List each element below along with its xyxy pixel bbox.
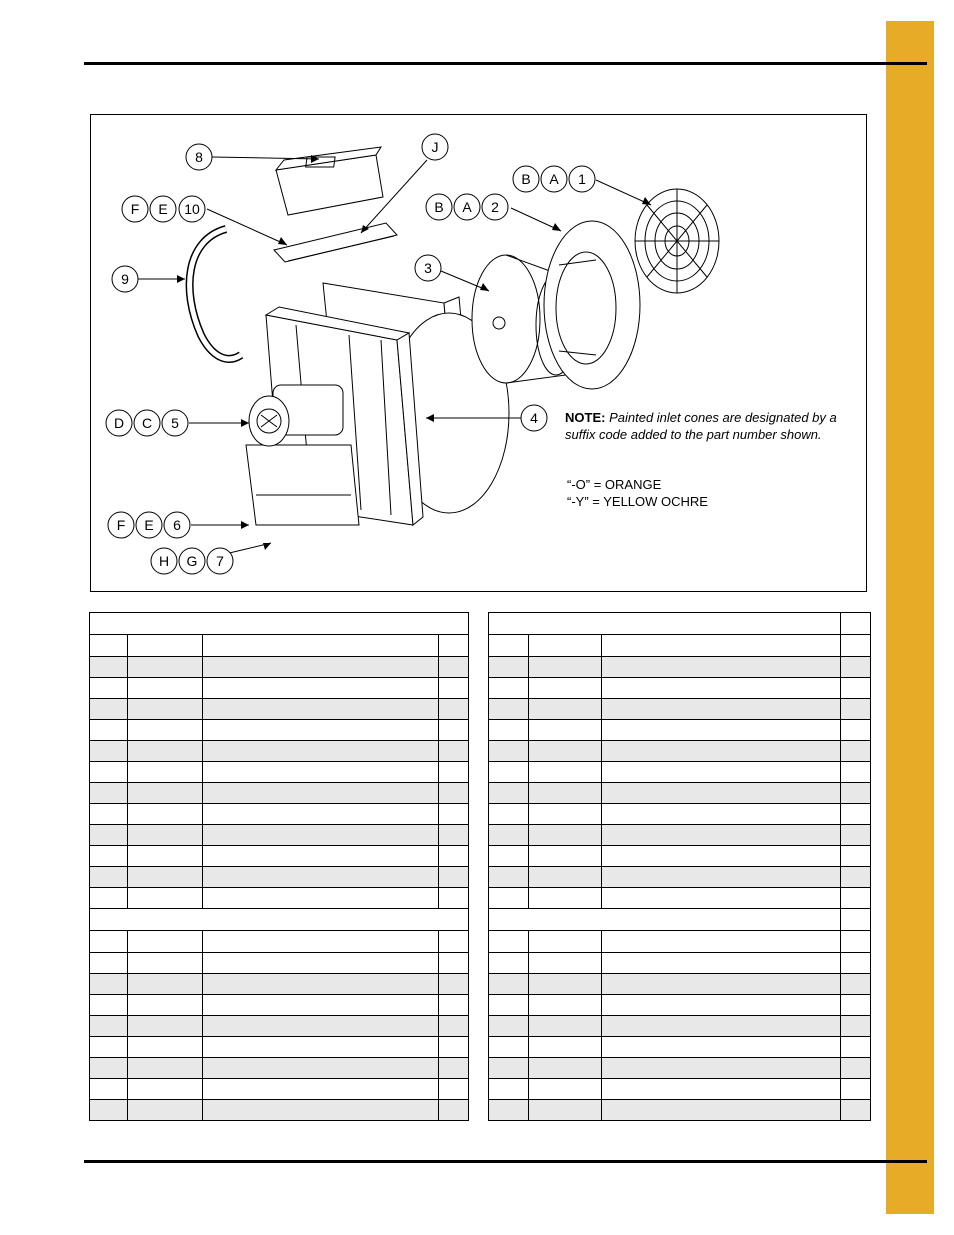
table-row <box>489 974 871 995</box>
table-row <box>90 974 469 995</box>
note-label: NOTE: <box>565 410 606 425</box>
table-row <box>90 888 469 909</box>
table-row <box>90 783 469 804</box>
table-row <box>489 931 871 953</box>
table-row <box>489 699 871 720</box>
table-row <box>90 741 469 762</box>
color-code-orange: “-O” = ORANGE <box>567 477 662 492</box>
callout-label: D <box>113 415 125 431</box>
callout-label: H <box>158 553 170 569</box>
header-rule <box>84 62 927 65</box>
table-title-row <box>489 909 871 931</box>
table-row <box>489 720 871 741</box>
cover-plate <box>274 223 397 262</box>
table-row <box>489 867 871 888</box>
inlet-cone-note <box>565 409 865 443</box>
fan-wheel <box>472 255 540 383</box>
callout-label: 10 <box>184 201 200 217</box>
table-row <box>489 804 871 825</box>
table-row <box>90 1016 469 1037</box>
callout-label: A <box>462 199 472 215</box>
diagram-artwork <box>91 115 868 593</box>
footer-rule <box>84 1160 927 1163</box>
table-row <box>489 657 871 678</box>
table-title-row <box>90 613 469 635</box>
table-row <box>90 720 469 741</box>
table-row <box>489 783 871 804</box>
callout-label: E <box>144 517 154 533</box>
table-row <box>90 846 469 867</box>
table-row <box>489 635 871 657</box>
callout-label: B <box>434 199 444 215</box>
callout-label: 9 <box>121 271 129 287</box>
color-codes <box>567 476 708 510</box>
callout-label: 1 <box>578 171 586 187</box>
callout-label: F <box>116 517 126 533</box>
table-row <box>489 888 871 909</box>
table-row <box>489 1100 871 1121</box>
table-row <box>489 825 871 846</box>
callout-label: 2 <box>491 199 499 215</box>
callout-label: 3 <box>424 260 432 276</box>
parts-table-left <box>89 612 469 1121</box>
table-row <box>90 931 469 953</box>
table-row <box>90 825 469 846</box>
note-text: Painted inlet cones are designated by a suffix code added to the part number shown. <box>565 410 837 442</box>
table-row <box>489 1058 871 1079</box>
table-row <box>489 1037 871 1058</box>
table-row <box>90 1058 469 1079</box>
table-row <box>489 1016 871 1037</box>
callout-label: A <box>549 171 559 187</box>
callout-label: 6 <box>173 517 181 533</box>
color-code-yellow: “-Y” = YELLOW OCHRE <box>567 494 708 509</box>
table-row <box>489 995 871 1016</box>
callout-label: 7 <box>216 553 224 569</box>
callout-label: B <box>521 171 531 187</box>
table-row <box>90 657 469 678</box>
callout-label: 5 <box>171 415 179 431</box>
motor-stand <box>246 445 359 525</box>
exploded-parts-diagram <box>90 114 867 592</box>
table-title-row <box>90 909 469 931</box>
table-row <box>489 846 871 867</box>
callout-label: J <box>431 139 439 155</box>
table-row <box>90 1100 469 1121</box>
table-row <box>90 762 469 783</box>
table-row <box>90 1079 469 1100</box>
table-row <box>90 699 469 720</box>
callout-label: F <box>130 201 140 217</box>
table-title-row <box>489 613 871 635</box>
table-row <box>90 635 469 657</box>
section-tab <box>886 21 934 1214</box>
table-row <box>489 762 871 783</box>
table-row <box>90 995 469 1016</box>
table-row <box>90 867 469 888</box>
table-row <box>489 678 871 699</box>
callout-label: 4 <box>530 410 538 426</box>
table-row <box>489 741 871 762</box>
table-row <box>90 1037 469 1058</box>
callout-label: 8 <box>195 149 203 165</box>
table-row <box>90 804 469 825</box>
callout-label: E <box>158 201 168 217</box>
table-row <box>90 678 469 699</box>
callout-label: G <box>186 553 198 569</box>
parts-table-right <box>488 612 871 1121</box>
callout-label: C <box>141 415 153 431</box>
table-row <box>489 1079 871 1100</box>
table-row <box>489 953 871 974</box>
table-row <box>90 953 469 974</box>
